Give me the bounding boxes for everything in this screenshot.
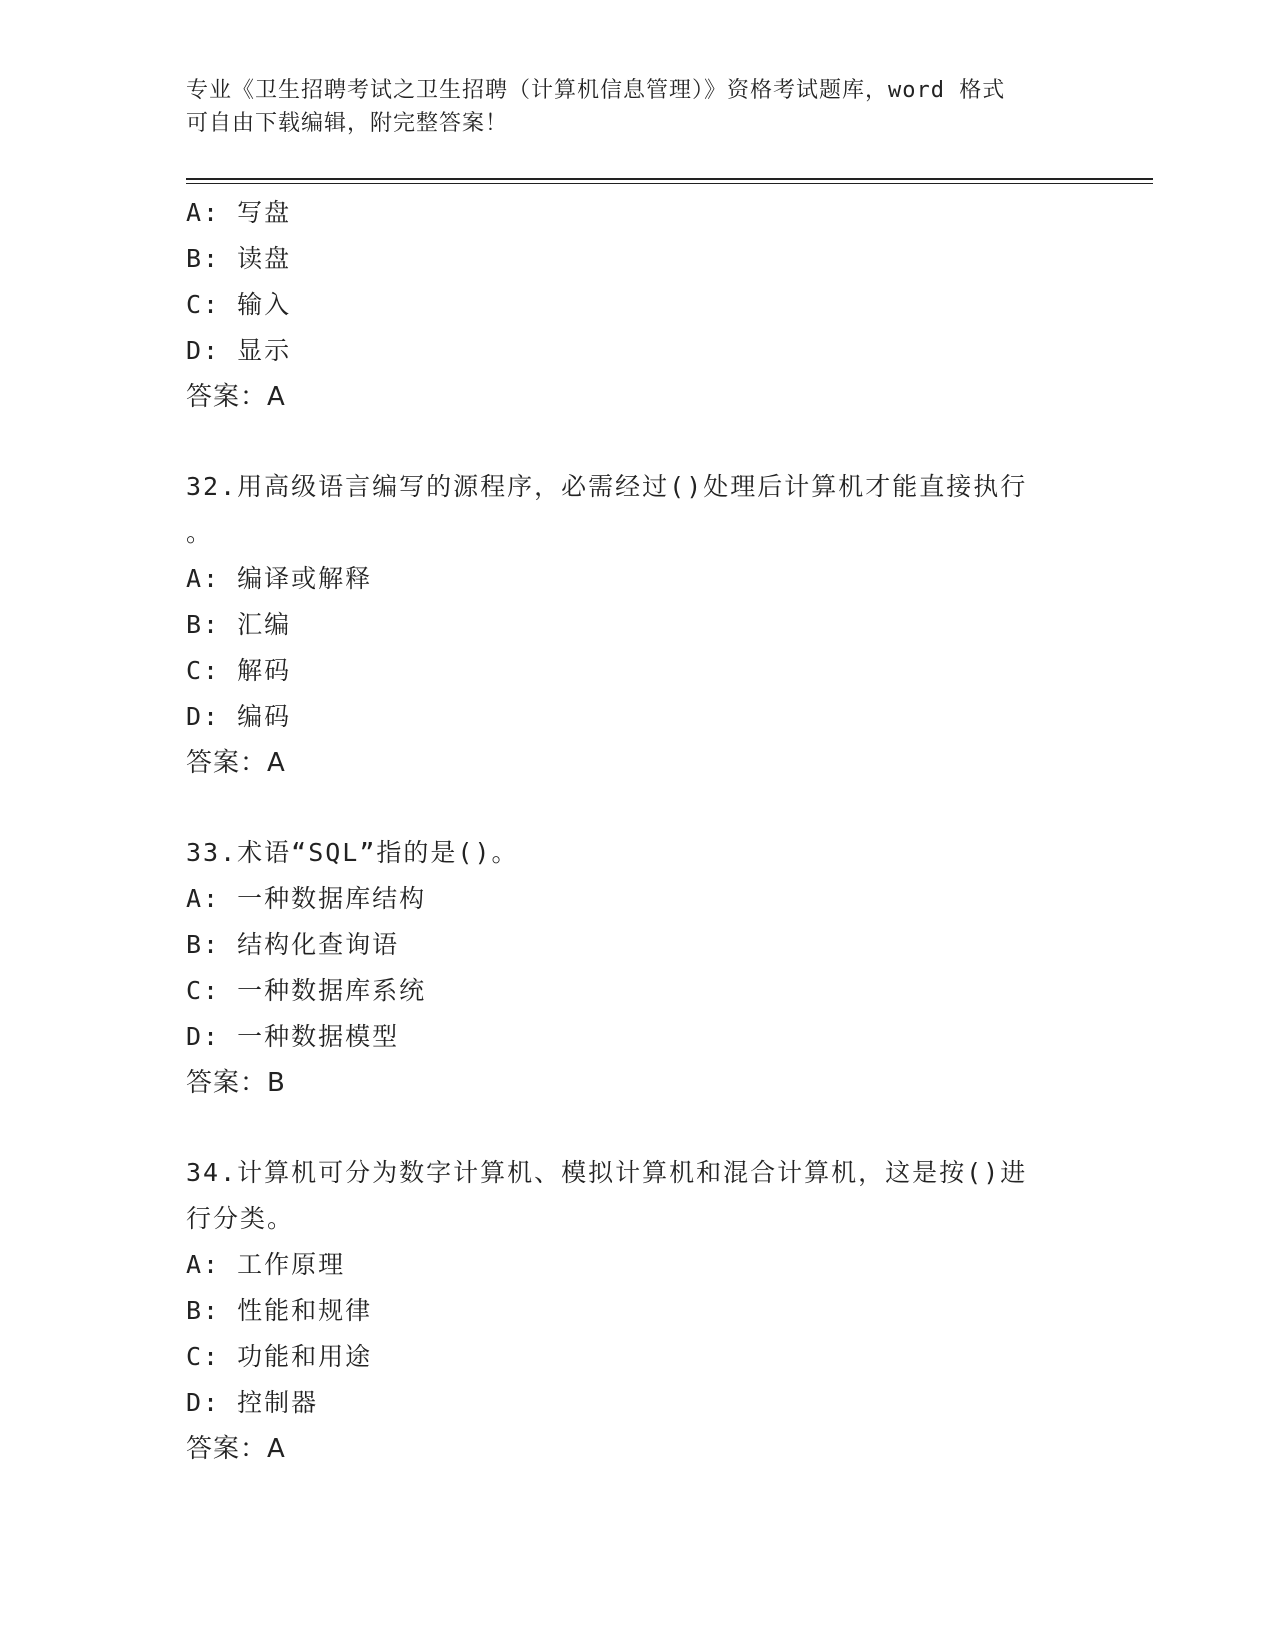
option-a: A: 一种数据库结构 xyxy=(186,884,427,913)
option-b: B: 读盘 xyxy=(186,244,292,273)
option-d: D: 显示 xyxy=(186,336,292,365)
option-c: C: 功能和用途 xyxy=(186,1342,373,1371)
option-c: C: 解码 xyxy=(186,656,292,685)
document-header xyxy=(186,74,1066,140)
header-divider-thick xyxy=(186,178,1153,180)
option-c: C: 输入 xyxy=(186,290,292,319)
question-spacer xyxy=(186,420,1086,464)
question-stem-continued: 行分类。 xyxy=(186,1204,295,1233)
question-32-block xyxy=(186,464,1086,786)
option-d: D: 控制器 xyxy=(186,1388,319,1417)
question-spacer xyxy=(186,1106,1086,1150)
question-31-block xyxy=(186,190,1086,420)
question-stem: 32.用高级语言编写的源程序，必需经过()处理后计算机才能直接执行 xyxy=(186,472,1028,501)
option-d: D: 编码 xyxy=(186,702,292,731)
option-a: A: 工作原理 xyxy=(186,1250,346,1279)
answer-line: 答案：B xyxy=(186,1068,286,1098)
option-a: A: 写盘 xyxy=(186,198,292,227)
option-a: A: 编译或解释 xyxy=(186,564,373,593)
option-c: C: 一种数据库系统 xyxy=(186,976,427,1005)
header-title-line2: 可自由下载编辑，附完整答案！ xyxy=(186,111,509,136)
question-stem: 34.计算机可分为数字计算机、模拟计算机和混合计算机，这是按()进 xyxy=(186,1158,1028,1187)
question-content xyxy=(186,190,1086,1472)
question-stem: 33.术语“SQL”指的是()。 xyxy=(186,838,519,867)
question-34-block xyxy=(186,1150,1086,1472)
option-b: B: 结构化查询语 xyxy=(186,930,400,959)
option-b: B: 性能和规律 xyxy=(186,1296,373,1325)
answer-line: 答案：A xyxy=(186,382,286,412)
header-divider-thin xyxy=(186,183,1153,184)
answer-line: 答案：A xyxy=(186,748,286,778)
option-d: D: 一种数据模型 xyxy=(186,1022,400,1051)
question-stem-continued: 。 xyxy=(186,518,214,547)
header-title-line1: 专业《卫生招聘考试之卫生招聘（计算机信息管理）》资格考试题库，word 格式 xyxy=(186,78,1006,103)
answer-line: 答案：A xyxy=(186,1434,286,1464)
option-b: B: 汇编 xyxy=(186,610,292,639)
question-33-block xyxy=(186,830,1086,1106)
question-spacer xyxy=(186,786,1086,830)
